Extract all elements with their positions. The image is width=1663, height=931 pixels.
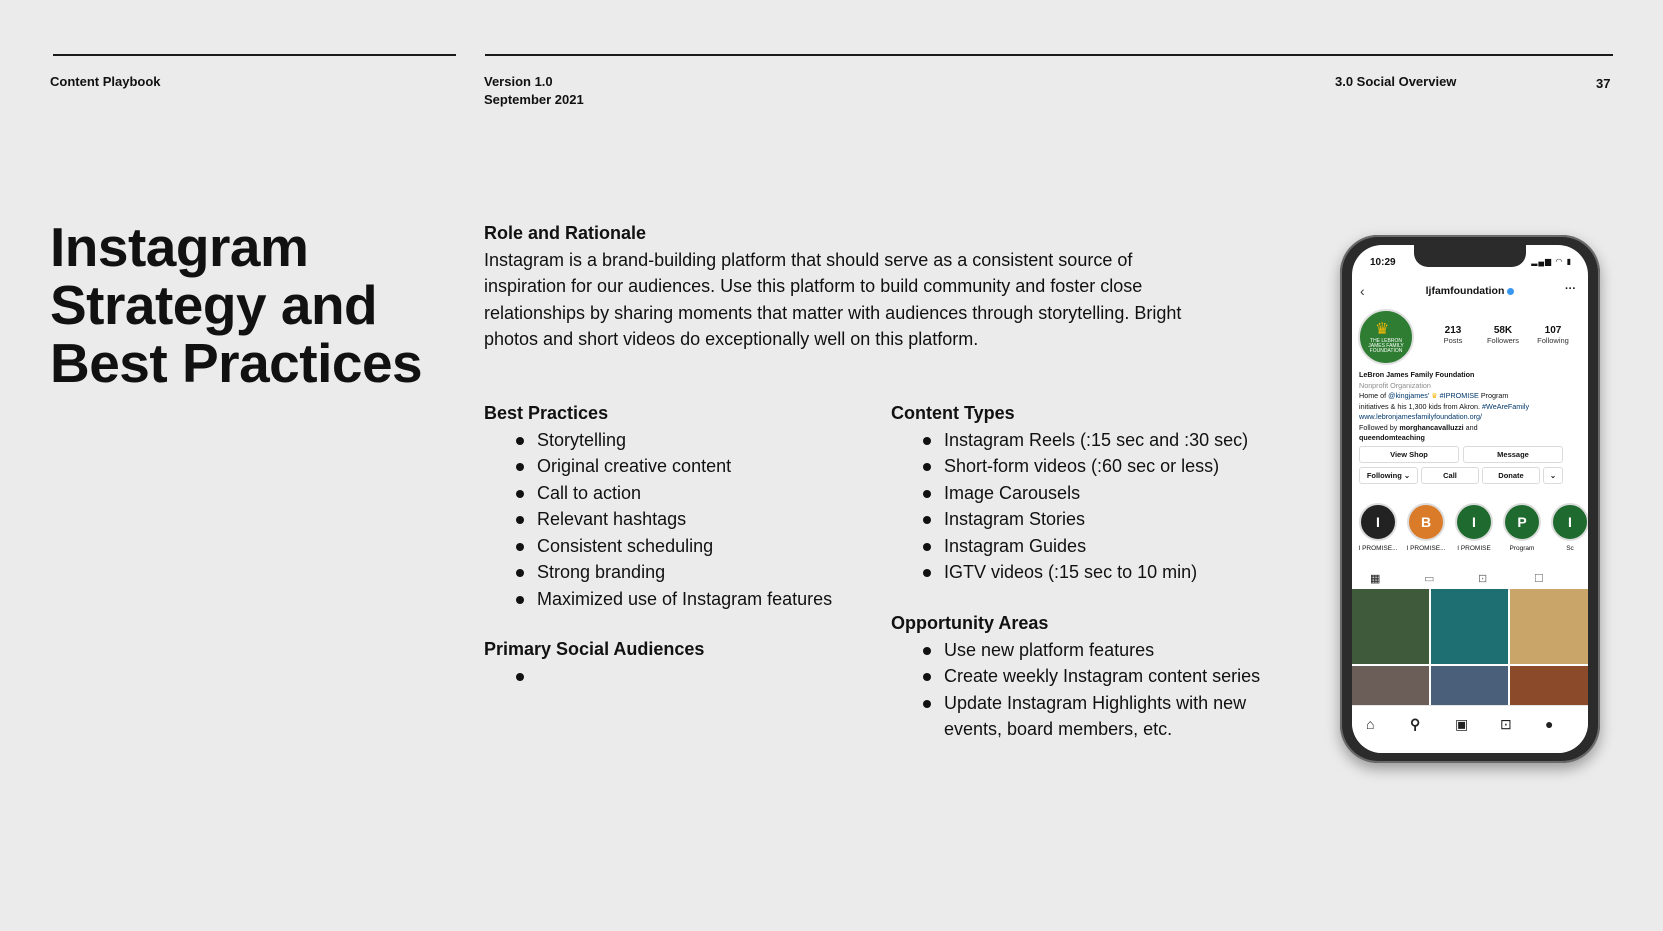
role-heading: Role and Rationale	[484, 223, 647, 243]
content-types-list	[891, 427, 1291, 586]
list-item: Short-form videos (:60 sec or less)	[944, 453, 1291, 480]
best-practices-list	[484, 427, 874, 613]
grid-icon: ▦	[1370, 573, 1381, 585]
status-time: 10:29	[1370, 257, 1396, 268]
role-text: Instagram is a brand-building platform that should serve as a consistent source of inspiration for our audiences. Use this platform to build community and foster close relationships by sharing moments that matter with audiences through storytelling. Bright photos and short videos do exceptionally well on this platform.	[484, 249, 1182, 349]
tagged-icon: ☐	[1534, 573, 1544, 585]
post-thumbnail	[1352, 589, 1429, 664]
highlight-3: I I PROMISE	[1452, 503, 1496, 552]
bullet-icon	[923, 516, 931, 524]
version-label: Version 1.0	[484, 74, 553, 89]
home-icon: ⌂	[1366, 716, 1375, 732]
phone-mockup	[1340, 235, 1600, 763]
bullet-icon	[516, 490, 524, 498]
bullet-icon	[516, 463, 524, 471]
list-item: Create weekly Instagram content series	[944, 663, 1291, 690]
list-item: Original creative content	[537, 453, 874, 480]
stat-followers: 58K Followers	[1486, 325, 1520, 345]
list-item: Strong branding	[537, 559, 874, 586]
list-item: Storytelling	[537, 427, 874, 454]
best-practices-heading: Best Practices	[484, 403, 609, 423]
list-item: Update Instagram Highlights with new events, board members, etc.	[944, 690, 1274, 743]
page-number: 37	[1596, 76, 1611, 91]
instagram-profile-screen	[1352, 245, 1588, 753]
list-item: Consistent scheduling	[537, 533, 874, 560]
bullet-icon	[516, 543, 524, 551]
list-item: Use new platform features	[944, 637, 1291, 664]
header-rule-left	[53, 54, 456, 56]
more-icon: ···	[1565, 283, 1576, 295]
content-types-section	[891, 400, 1291, 586]
doc-title: Content Playbook	[50, 74, 161, 89]
bottom-nav	[1352, 705, 1588, 753]
search-icon: ⚲	[1410, 716, 1421, 732]
highlight-5: I Sc	[1548, 503, 1588, 552]
call-button: Call	[1421, 467, 1479, 484]
post-thumbnail	[1510, 589, 1588, 664]
crown-icon: ♛	[1375, 321, 1390, 338]
post-thumbnail	[1510, 666, 1588, 705]
following-button: Following ⌄	[1359, 467, 1418, 484]
avatar	[1358, 309, 1414, 365]
post-thumbnail	[1431, 589, 1508, 664]
shop-icon: ⊡	[1500, 716, 1512, 732]
bullet-icon	[516, 596, 524, 604]
list-item: Image Carousels	[944, 480, 1291, 507]
message-button: Message	[1463, 446, 1563, 463]
profile-tabs	[1352, 567, 1588, 590]
post-thumbnail	[1352, 666, 1429, 705]
stat-following: 107 Following	[1537, 325, 1569, 345]
list-item: Instagram Reels (:15 sec and :30 sec)	[944, 427, 1291, 454]
list-item: Call to action	[537, 480, 874, 507]
highlight-icon: P	[1503, 503, 1541, 541]
best-practices-section	[484, 400, 874, 612]
list-item	[537, 663, 874, 690]
opportunity-heading: Opportunity Areas	[891, 613, 1049, 633]
crown-icon: ♛	[1431, 391, 1438, 400]
highlight-icon: I	[1551, 503, 1588, 541]
page-title: Instagram Strategy and Best Practices	[50, 216, 423, 394]
bullet-icon	[923, 490, 931, 498]
list-item: Instagram Stories	[944, 506, 1291, 533]
bullet-icon	[923, 569, 931, 577]
back-icon: ‹	[1360, 283, 1365, 299]
section-label: 3.0 Social Overview	[1335, 74, 1457, 89]
list-item: IGTV videos (:15 sec to 10 min)	[944, 559, 1291, 586]
audiences-section	[484, 636, 874, 689]
profile-icon: ●	[1545, 716, 1554, 732]
profile-handle: ljfamfoundation	[1352, 285, 1588, 297]
view-shop-button: View Shop	[1359, 446, 1459, 463]
bullet-icon	[516, 673, 524, 681]
highlight-1: I I PROMISE...	[1356, 503, 1400, 552]
bullet-icon	[923, 647, 931, 655]
reels-icon: ▣	[1455, 716, 1469, 732]
chevron-down-icon: ⌄	[1543, 467, 1563, 484]
highlight-icon: B	[1407, 503, 1445, 541]
list-item: Relevant hashtags	[537, 506, 874, 533]
profile-bio: LeBron James Family Foundation Nonprofit Organization Home of @kingjames' ♛ #IPROMISE Program initiatives & his 1,300 kids from Akron. #WeAreFamily www.lebronjamesfamilyfoundation.org/ Followed by morghancavalluzzi and queendomteaching	[1359, 370, 1583, 444]
header-rule-right	[485, 54, 1613, 56]
verified-icon	[1507, 288, 1514, 295]
phone-notch	[1414, 245, 1526, 267]
bullet-icon	[923, 543, 931, 551]
bio-link: www.lebronjamesfamilyfoundation.org/	[1359, 412, 1483, 421]
bullet-icon	[516, 437, 524, 445]
audiences-heading: Primary Social Audiences	[484, 639, 705, 659]
avatar-logo-text: THE LEBRON JAMES FAMILY FOUNDATION	[1368, 338, 1404, 354]
bullet-icon	[923, 673, 931, 681]
audiences-list	[484, 663, 874, 690]
stat-posts: 213 Posts	[1443, 325, 1463, 345]
reels-icon: ▭	[1424, 573, 1435, 585]
opportunity-section	[891, 610, 1291, 743]
post-grid	[1352, 589, 1588, 705]
content-types-heading: Content Types	[891, 403, 1015, 423]
list-item: Instagram Guides	[944, 533, 1291, 560]
list-item: Maximized use of Instagram features	[537, 586, 874, 613]
post-thumbnail	[1431, 666, 1508, 705]
role-section	[484, 220, 1194, 353]
date-label: September 2021	[484, 92, 584, 107]
bullet-icon	[516, 516, 524, 524]
opportunity-list	[891, 637, 1291, 743]
bullet-icon	[923, 700, 931, 708]
highlight-4: P Program	[1500, 503, 1544, 552]
donate-button: Donate	[1482, 467, 1540, 484]
highlight-icon: I	[1455, 503, 1493, 541]
highlight-2: B I PROMISE...	[1404, 503, 1448, 552]
bullet-icon	[516, 569, 524, 577]
highlight-icon: I	[1359, 503, 1397, 541]
bullet-icon	[923, 437, 931, 445]
bullet-icon	[923, 463, 931, 471]
shop-icon: ⊡	[1478, 573, 1488, 585]
signal-wifi-battery-icon: ▂▄▆ ◠ ▮	[1531, 257, 1572, 266]
